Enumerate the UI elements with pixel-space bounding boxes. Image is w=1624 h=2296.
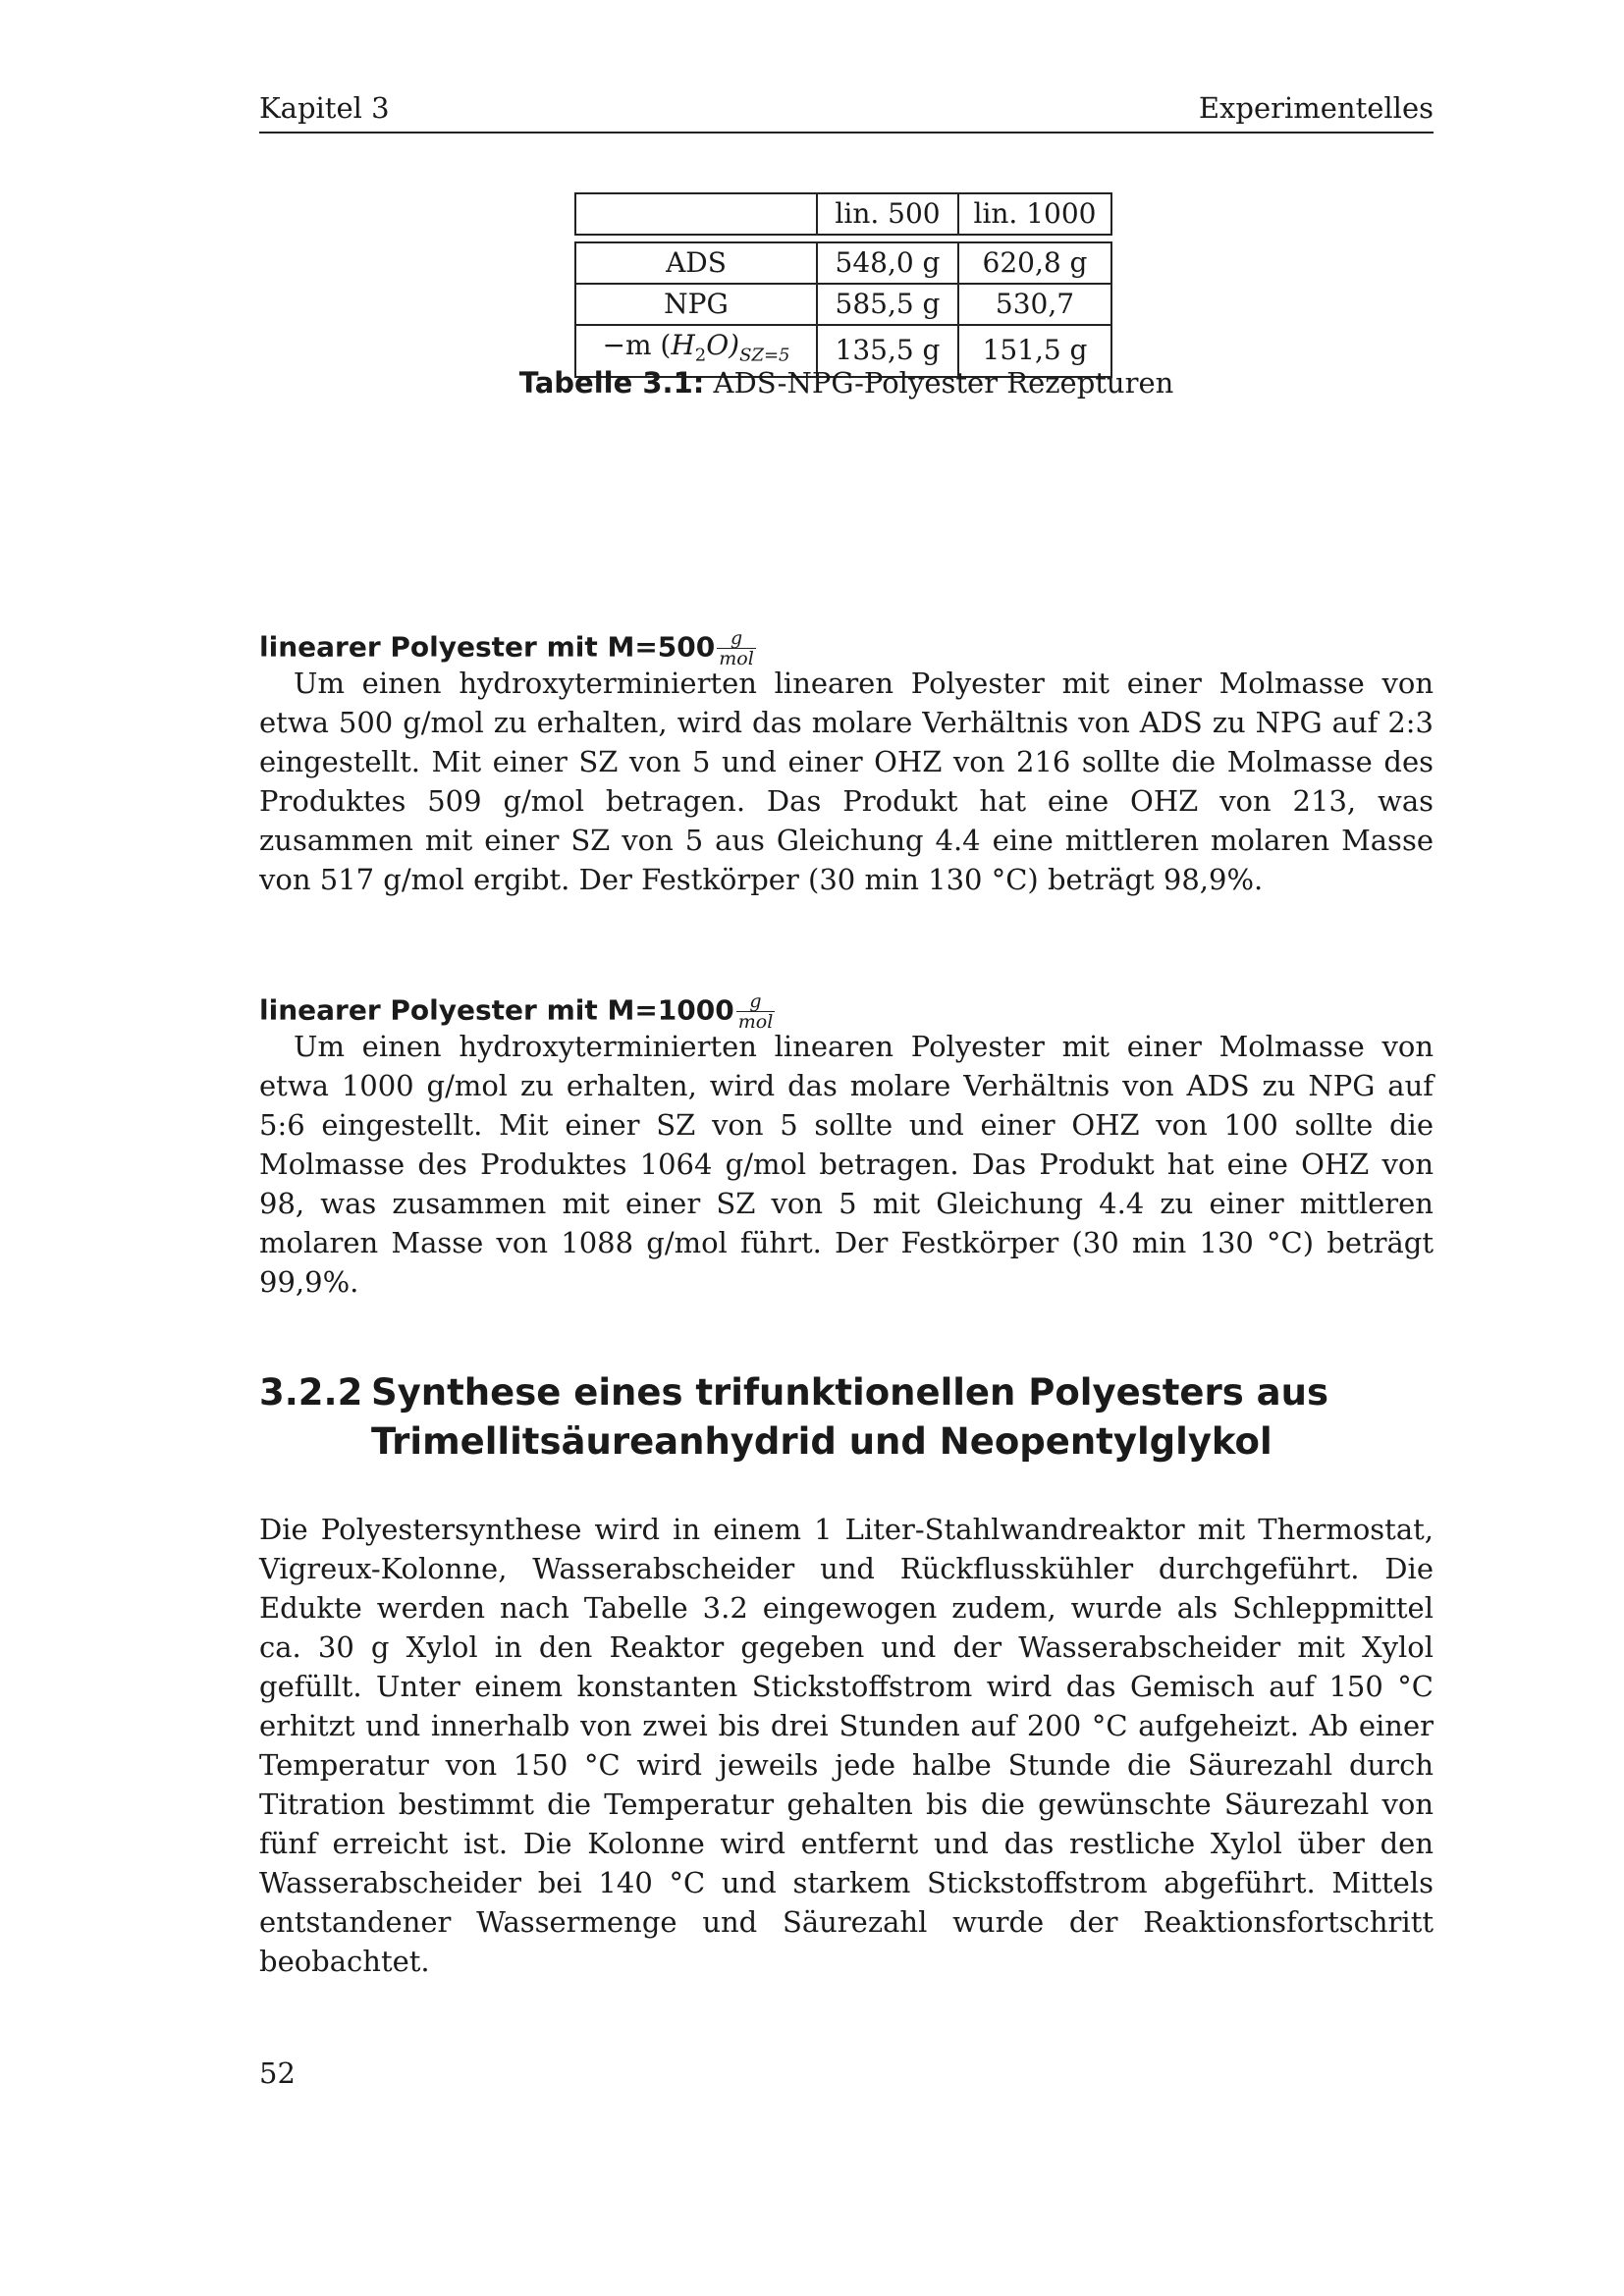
chapter-label: Kapitel 3	[259, 91, 390, 125]
table-cell: 585,5 g	[817, 284, 958, 325]
table-cell: 135,5 g	[817, 325, 958, 377]
header-rule	[259, 132, 1434, 133]
page-number: 52	[259, 2056, 296, 2090]
caption-label: Tabelle 3.1:	[518, 366, 705, 400]
table-row	[575, 242, 1111, 284]
table-header-cell: lin. 500	[817, 193, 958, 235]
table-header-cell	[575, 193, 817, 235]
section-number: 3.2.2	[259, 1371, 363, 1414]
paragraph-500: Um einen hydroxyterminierten linearen Polyester mit einer Molmasse von etwa 500 g/mol zu erhalten, wird das molare Verhältnis von ADS zu NPG auf 2:3 eingestellt. Mit einer SZ von 5 und einer OHZ von 216 sollte die Molmasse des Produktes 509 g/mol betragen. Das Produkt hat eine OHZ von 213, was zusammen mit einer SZ von 5 aus Gleichung 4.4 eine mittleren molaren Masse von 517 g/mol ergibt. Der Festkörper (30 min 130 °C) beträgt 98,9%.	[259, 667, 1434, 896]
section-heading	[259, 1368, 1434, 1467]
section-title: Synthese eines trifunktionellen Polyesters aus Trimellitsäureanhydrid und Neopentylglykol	[371, 1371, 1328, 1463]
table-gap	[575, 235, 1111, 242]
unit-fraction: $\frac{g}{\text{mol}}$	[719, 627, 754, 669]
running-header	[259, 90, 1434, 126]
table-header-cell: lin. 1000	[958, 193, 1111, 235]
paragraph-heading-1000: linearer Polyester mit M=1000 $\frac{g}{\text{mol}}$	[259, 990, 774, 1033]
caption-text: ADS-NPG-Polyester Rezepturen	[704, 366, 1174, 400]
recipe-table	[574, 192, 1112, 378]
unit-fraction: $\frac{g}{\text{mol}}$	[737, 990, 774, 1033]
section-label: Experimentelles	[1198, 91, 1434, 125]
table-row	[575, 284, 1111, 325]
paragraph-synthesis: Die Polyestersynthese wird in einem 1 Liter-Stahlwandreaktor mit Thermostat, Vigreux-Kolonne, Wasserabscheider und Rückflusskühler durchgeführt. Die Edukte werden nach Tabelle 3.2 eingewogen zudem, wurde als Schleppmittel ca. 30 g Xylol in den Reaktor gegeben und der Wasserabscheider mit Xylol gefüllt. Unter einem konstanten Stickstoffstrom wird das Gemisch auf 150 °C erhitzt und innerhalb von zwei bis drei Stunden auf 200 °C aufgeheizt. Ab einer Temperatur von 150 °C wird jeweils jede halbe Stunde die Säurezahl durch Titration bestimmt die Temperatur gehalten bis die gewünschte Säurezahl von fünf erreicht ist. Die Kolonne wird entfernt und das restliche Xylol über den Wasserabscheider bei 140 °C und starkem Stickstoffstrom abgeführt. Mittels entstandener Wassermenge und Säurezahl wurde der Reaktionsfortschritt beobachtet.	[259, 1513, 1434, 1978]
table-cell: 530,7	[958, 284, 1111, 325]
table-cell: 548,0 g	[817, 242, 958, 284]
table-caption	[259, 365, 1434, 400]
table-cell: 620,8 g	[958, 242, 1111, 284]
paragraph-1000: Um einen hydroxyterminierten linearen Polyester mit einer Molmasse von etwa 1000 g/mol zu erhalten, wird das molare Verhältnis von ADS zu NPG auf 5:6 eingestellt. Mit einer SZ von 5 sollte und einer OHZ von 100 sollte die Molmasse des Produktes 1064 g/mol betragen. Das Produkt hat eine OHZ von 98, was zusammen mit einer SZ von 5 mit Gleichung 4.4 zu einer mittleren molaren Masse von 1088 g/mol führt. Der Festkörper (30 min 130 °C) beträgt 99,9%.	[259, 1030, 1434, 1299]
table-row-label: NPG	[575, 284, 817, 325]
table-header-row	[575, 193, 1111, 235]
table-cell: 151,5 g	[958, 325, 1111, 377]
table-row-label: ADS	[575, 242, 817, 284]
table-row-label-formula: −m $(H_2O)_{SZ=5}$	[575, 325, 817, 377]
paragraph-heading-500: linearer Polyester mit M=500 $\frac{g}{\text{mol}}$	[259, 627, 754, 669]
